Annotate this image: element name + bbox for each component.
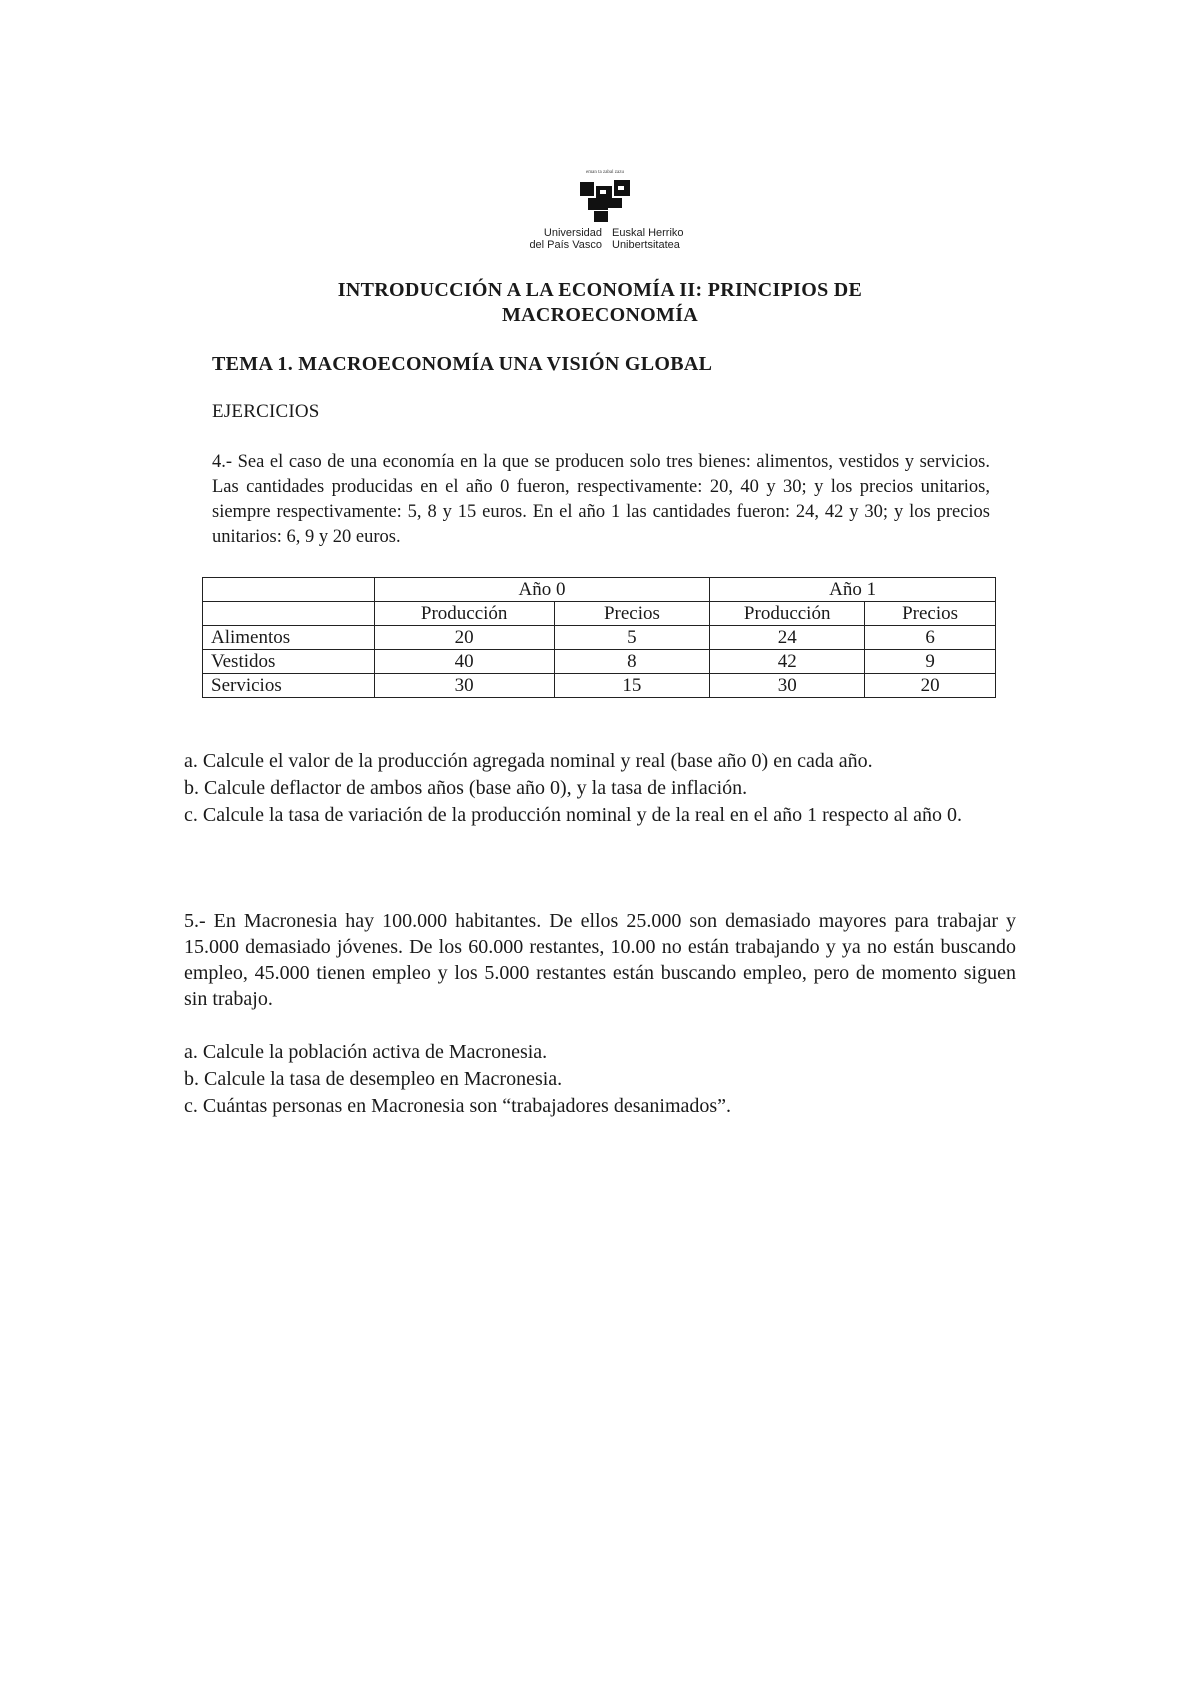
- cell-price1: 20: [865, 674, 996, 698]
- cell-prod1: 30: [710, 674, 865, 698]
- row-label: Servicios: [203, 674, 375, 698]
- document-title: [200, 278, 1000, 328]
- table-row: [203, 674, 996, 698]
- table-subheader-row: [203, 602, 996, 626]
- table-corner-cell: [203, 578, 375, 602]
- section-heading: EJERCICIOS: [212, 401, 320, 422]
- year-0-header: Año 0: [374, 578, 710, 602]
- cell-prod1: 42: [710, 650, 865, 674]
- title-line-2: MACROECONOMÍA: [501, 304, 699, 326]
- question-c: c. Cuántas personas en Macronesia son “trabajadores desanimados”.: [184, 1095, 732, 1117]
- cell-prod0: 30: [374, 674, 554, 698]
- table-header-row: [203, 578, 996, 602]
- cell-price0: 5: [554, 626, 710, 650]
- title-line-1: INTRODUCCIÓN A LA ECONOMÍA II: PRINCIPIOS DE: [337, 279, 863, 301]
- table-empty-cell: [203, 602, 375, 626]
- cell-price1: 6: [865, 626, 996, 650]
- cell-price0: 15: [554, 674, 710, 698]
- table-row: [203, 650, 996, 674]
- question-a: a. Calcule la población activa de Macronesia.: [184, 1041, 548, 1063]
- col-header-produccion-1: Producción: [710, 602, 865, 626]
- col-header-precios-0: Precios: [554, 602, 710, 626]
- logo-name-eu: Euskal Herriko Unibertsitatea: [612, 227, 684, 251]
- question-b: b. Calcule la tasa de desempleo en Macronesia.: [184, 1068, 563, 1090]
- cell-prod1: 24: [710, 626, 865, 650]
- col-header-produccion-0: Producción: [374, 602, 554, 626]
- cell-price1: 9: [865, 650, 996, 674]
- question-b: b. Calcule deflactor de ambos años (base año 0), y la tasa de inflación.: [184, 777, 748, 799]
- question-a: a. Calcule el valor de la producción agregada nominal y real (base año 0) en cada año.: [184, 750, 873, 772]
- row-label: Vestidos: [203, 650, 375, 674]
- logo-name-es: Universidad del País Vasco: [529, 227, 602, 251]
- exercise-4-statement: 4.- Sea el caso de una economía en la que se producen solo tres bienes: alimentos, vestidos y servicios. Las cantidades producidas en el año 0 fueron, respectivamente: 20, 40 y 30; y los precios unitarios, siempre respectivamente: 5, 8 y 15 euros. En el año 1 las cantidades fueron: 24, 42 y 30; y los precios unitarios: 6, 9 y 20 euros.: [212, 452, 990, 547]
- cell-prod0: 20: [374, 626, 554, 650]
- university-logo: [510, 170, 700, 260]
- exercise-4-questions: [184, 748, 1018, 829]
- exercise-5-statement: 5.- En Macronesia hay 100.000 habitantes. De ellos 25.000 son demasiado mayores para trabajar y 15.000 demasiado jóvenes. De los 60.000 restantes, 10.00 no están trabajando y ya no están buscando empleo, 45.000 tienen empleo y los 5.000 restantes están buscando empleo, pero de momento siguen sin trabajo.: [184, 910, 1016, 1010]
- cell-price0: 8: [554, 650, 710, 674]
- cell-prod0: 40: [374, 650, 554, 674]
- exercise-5-questions: [184, 1039, 1018, 1120]
- table-row: [203, 626, 996, 650]
- row-label: Alimentos: [203, 626, 375, 650]
- university-emblem-icon: [578, 178, 632, 224]
- topic-heading: TEMA 1. MACROECONOMÍA UNA VISIÓN GLOBAL: [212, 353, 713, 375]
- year-1-header: Año 1: [710, 578, 996, 602]
- production-prices-table: [202, 577, 996, 698]
- col-header-precios-1: Precios: [865, 602, 996, 626]
- logo-motto: eman ta zabal zazu: [586, 170, 624, 175]
- question-c: c. Calcule la tasa de variación de la producción nominal y de la real en el año 1 respecto al año 0.: [184, 804, 963, 826]
